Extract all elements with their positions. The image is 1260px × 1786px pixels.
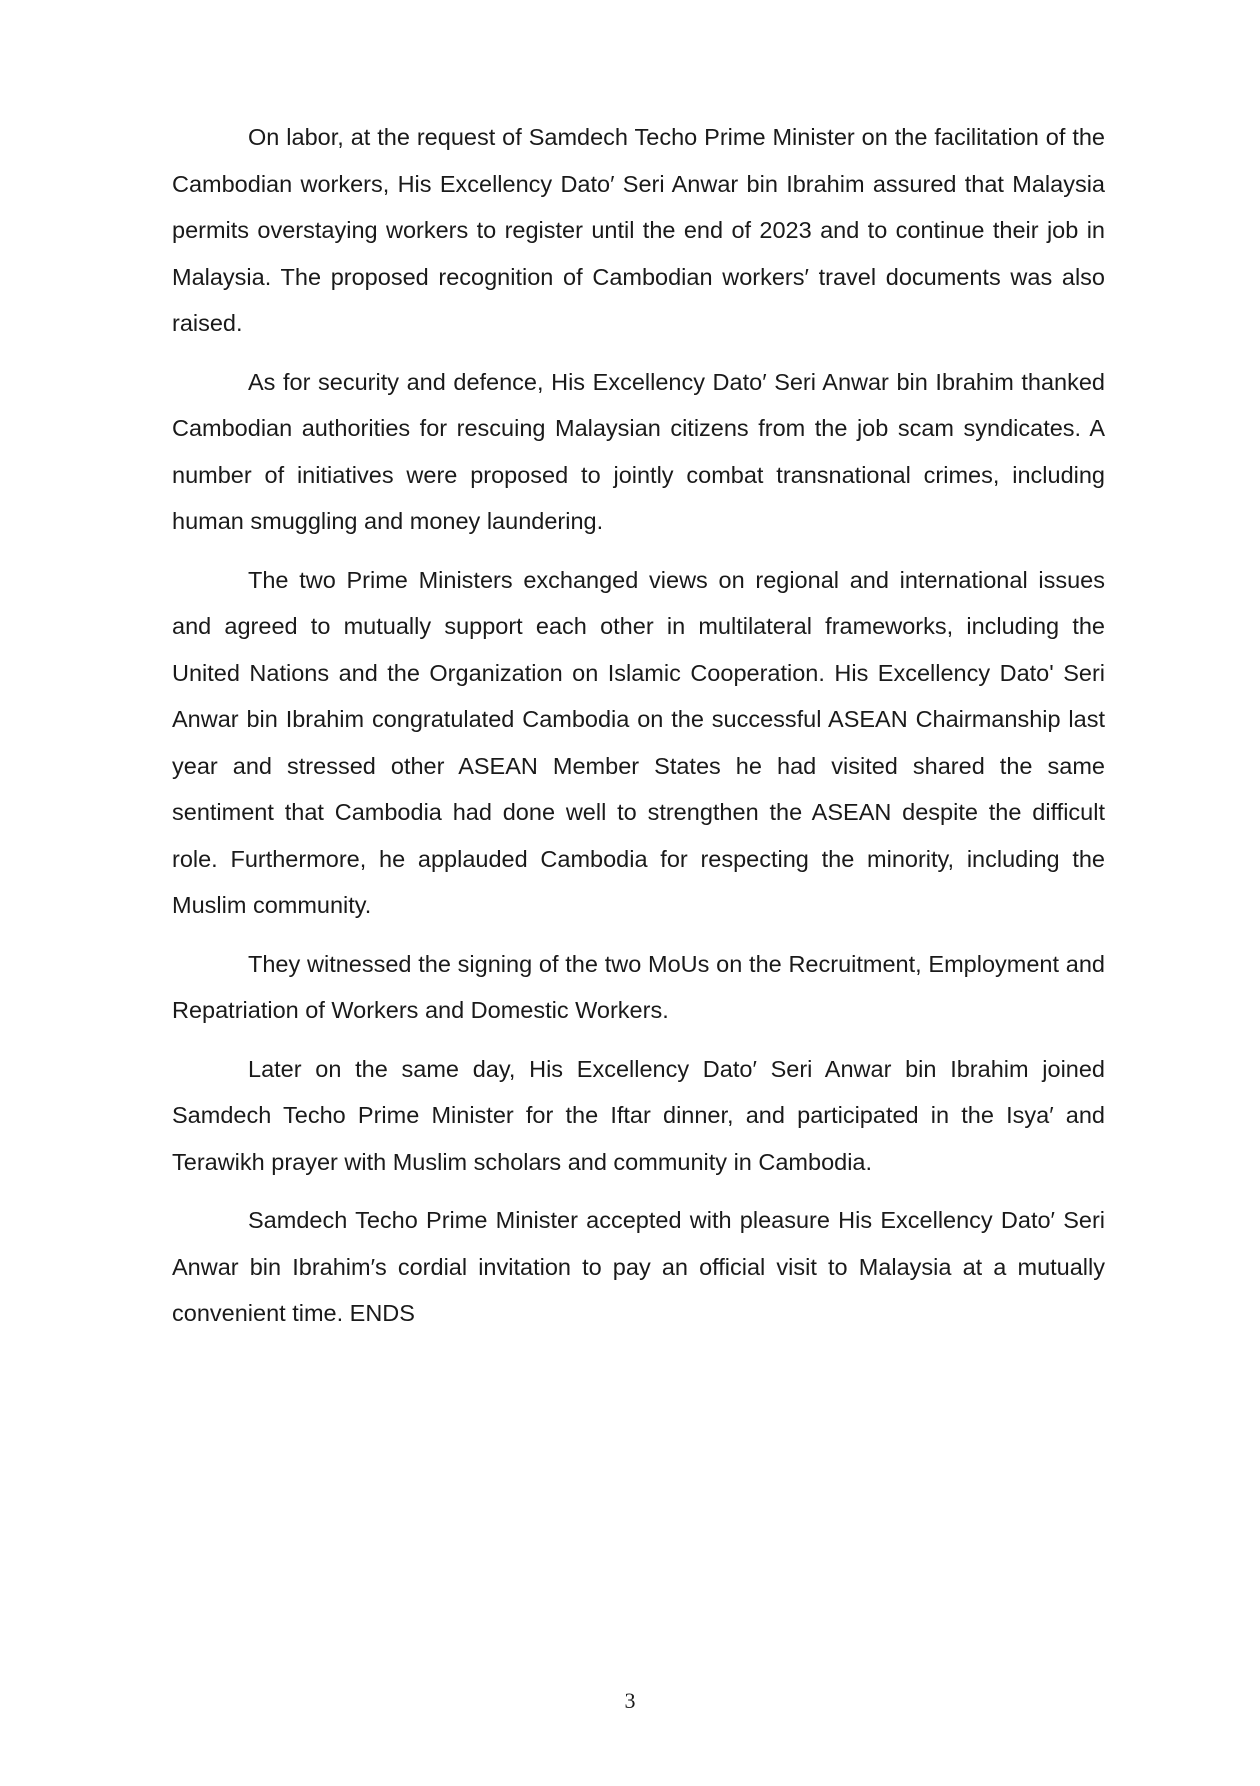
document-body <box>172 114 1105 1337</box>
paragraph-iftar: Later on the same day, His Excellency Dato′ Seri Anwar bin Ibrahim joined Samdech Techo Prime Minister for the Iftar dinner, and participated in the Isya′ and Terawikh prayer with Muslim scholars and community in Cambodia. <box>172 1055 1105 1175</box>
page-number: 3 <box>624 1688 636 1713</box>
paragraph-invitation: Samdech Techo Prime Minister accepted with pleasure His Excellency Dato′ Seri Anwar bin Ibrahim′s cordial invitation to pay an official visit to Malaysia at a mutually convenient time. ENDS <box>172 1207 1105 1326</box>
paragraph-regional-issues: The two Prime Ministers exchanged views on regional and international issues and agreed to mutually support each other in multilateral frameworks, including the United Nations and the Organization on Islamic Cooperation. His Excellency Dato' Seri Anwar bin Ibrahim congratulated Cambodia on the successful ASEAN Chairmanship last year and stressed other ASEAN Member States he had visited shared the same sentiment that Cambodia had done well to strengthen the ASEAN despite the difficult role. Furthermore, he applauded Cambodia for respecting the minority, including the Muslim community. <box>172 566 1105 918</box>
paragraph-mous: They witnessed the signing of the two MoUs on the Recruitment, Employment and Repatriation of Workers and Domestic Workers. <box>172 950 1105 1023</box>
paragraph-labor: On labor, at the request of Samdech Techo Prime Minister on the facilitation of the Cambodian workers, His Excellency Dato′ Seri Anwar bin Ibrahim assured that Malaysia permits overstaying workers to register until the end of 2023 and to continue their job in Malaysia. The proposed recognition of Cambodian workers′ travel documents was also raised. <box>172 124 1105 336</box>
paragraph-security-defence: As for security and defence, His Excellency Dato′ Seri Anwar bin Ibrahim thanked Cambodian authorities for rescuing Malaysian citizens from the job scam syndicates. A number of initiatives were proposed to jointly combat transnational crimes, including human smuggling and money laundering. <box>172 368 1105 534</box>
